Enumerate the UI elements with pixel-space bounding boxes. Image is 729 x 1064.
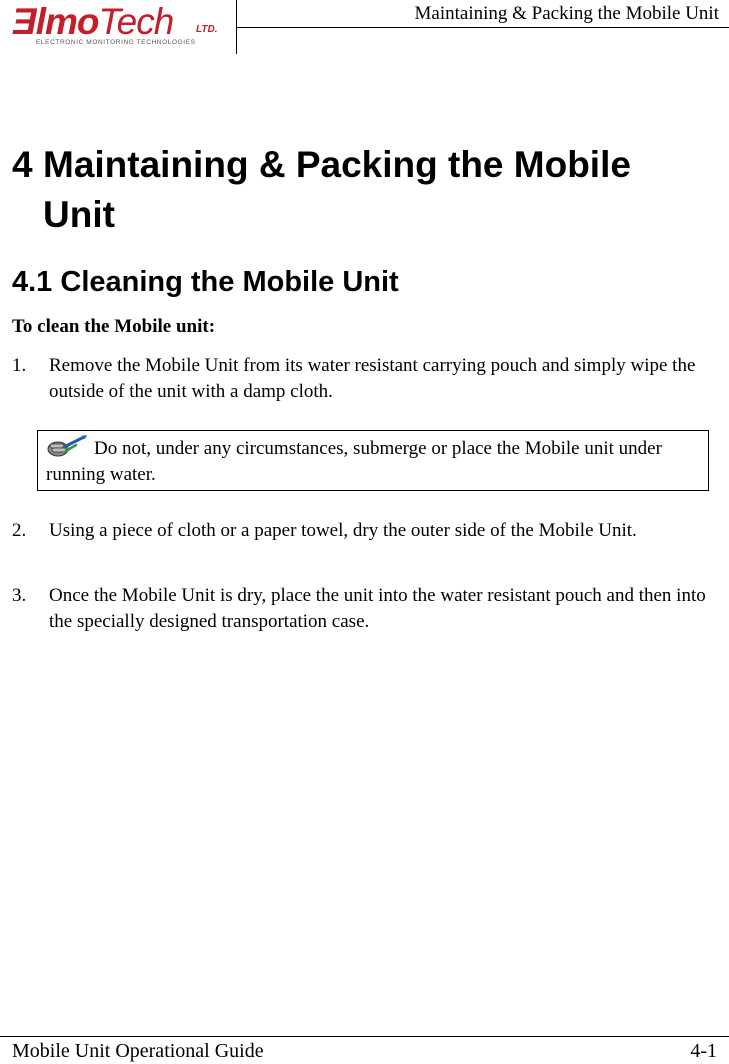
running-header-title: Maintaining & Packing the Mobile Unit — [414, 3, 719, 24]
logo-wordmark: ƎlmoTech — [12, 1, 174, 42]
chapter-title-line2: Unit — [43, 194, 115, 235]
step-number: 2. — [12, 520, 27, 541]
company-logo — [0, 0, 237, 54]
step-text: Once the Mobile Unit is dry, place the unit into the water resistant pouch and then into the specially designed transportation case. — [49, 585, 706, 632]
chapter-title-line1: Maintaining & Packing the Mobile — [43, 144, 631, 185]
step-number: 1. — [12, 355, 27, 376]
note-text: Do not, under any circumstances, submerge or place the Mobile unit under running water. — [46, 438, 662, 485]
step-number: 3. — [12, 585, 27, 606]
note-hand-icon — [46, 435, 88, 457]
list-item — [12, 583, 722, 635]
procedure-intro: To clean the Mobile unit: — [12, 316, 216, 337]
page-header — [0, 0, 729, 54]
section-heading: 4.1 Cleaning the Mobile Unit — [12, 266, 399, 298]
list-item — [12, 353, 722, 405]
header-rule — [236, 27, 729, 28]
warning-note — [37, 430, 709, 491]
step-text: Using a piece of cloth or a paper towel, dry the outer side of the Mobile Unit. — [49, 520, 637, 541]
footer-rule — [0, 1036, 729, 1037]
logo-tagline: ELECTRONIC MONITORING TECHNOLOGIES — [36, 39, 196, 46]
logo-suffix: LTD. — [196, 24, 218, 35]
chapter-number: 4 — [12, 144, 33, 185]
footer-document-title: Mobile Unit Operational Guide — [12, 1040, 264, 1062]
list-item — [12, 518, 722, 544]
chapter-heading — [12, 140, 722, 240]
page-number: 4-1 — [690, 1040, 717, 1062]
step-text: Remove the Mobile Unit from its water resistant carrying pouch and simply wipe the outside of the unit with a damp cloth. — [49, 355, 696, 402]
